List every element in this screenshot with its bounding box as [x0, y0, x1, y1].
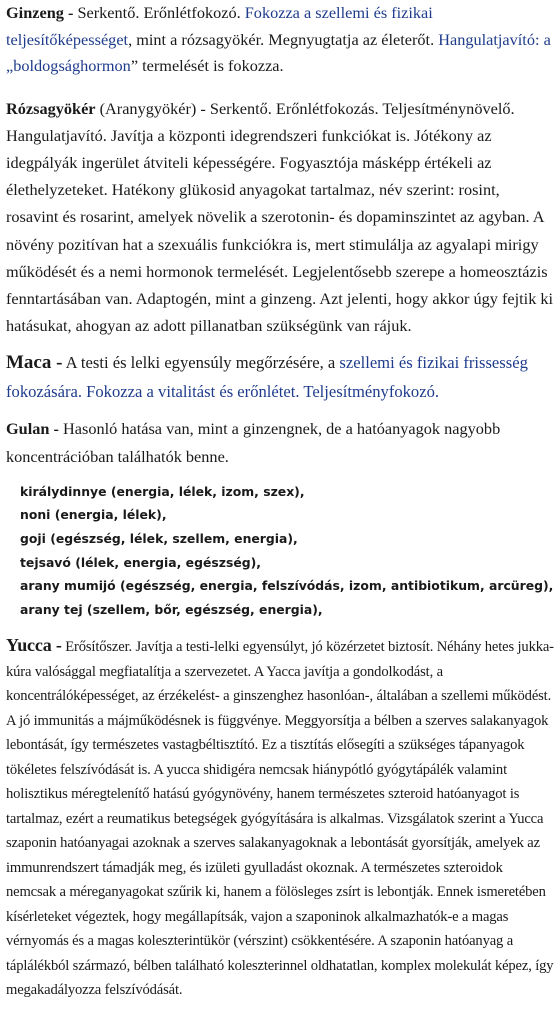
ginzeng-paragraph: [6, 0, 554, 80]
rozsagyoker-text: (Aranygyökér) - Serkentő. Erőnlétfokozás. Teljesítménynövelő. Hangulatjavító. Javítja a központi idegrendszeri funkciókat is. Jótékony az idegpályák ingerület átviteli képességére. Fogyasztója másképp értékeli az élethelyzeteket. Hatékony glükosid anyagokat tartalmaz, név szerint: rosint, rosavint és rosarint, amelyek növelik a szerotonin- és dopaminszintet az agyban. A növény pozitívan hat a szexuális funkciókra is, mert stimulálja az agyalapi mirigy működését és a nemi hormonok termelését. Legjelentősebb szerepe a homeosztázis fenntartásában van. Adaptogén, mint a ginzeng. Azt jelenti, hogy akkor úgy fejtik ki hatásukat, ahogyan az adott pillanatban szükségünk van rájuk.: [6, 98, 554, 336]
ginzeng-highlight-1: Fokozza a szellemi és fizikai teljesítőképességet: [6, 3, 433, 49]
gulan-text: Hasonló hatása van, mint a ginzengnek, de a hatóanyagok nagyobb koncentrációban találhatók benne.: [6, 419, 501, 466]
list-item: tejsavó (lélek, energia, egészség),: [20, 554, 261, 570]
rozsagyoker-title: Rózsagyökér: [6, 98, 96, 118]
gulan-title: Gulan -: [6, 419, 59, 439]
ginzeng-text-2: , mint a rózsagyökér. Megnyugtatja az életerőt.: [128, 29, 439, 49]
maca-title: Maca -: [6, 352, 63, 374]
list-item: goji (egészség, lélek, szellem, energia),: [20, 530, 298, 546]
list-item: noni (energia, lélek),: [20, 507, 167, 523]
yucca-paragraph: [6, 633, 554, 1003]
maca-paragraph: [6, 349, 554, 406]
ginzeng-text-3: ” termelését is fokozza.: [130, 56, 284, 75]
maca-text: A testi és lelki egyensúly megőrzésére, a: [62, 353, 340, 373]
list-item: arany mumijó (egészség, energia, felszívódás, izom, antibiotikum, arcüreg),: [20, 578, 554, 594]
ginzeng-highlight-2: Hangulatjavító: a „boldogsághormon: [6, 29, 551, 75]
list-item: királydinnye (energia, lélek, izom, szex),: [20, 483, 305, 499]
maca-highlight: szellemi és fizikai frissesség fokozására. Fokozza a vitalitást és erőnlétet. Teljesítményfokozó.: [6, 353, 528, 401]
yucca-text: Erősítőszer. Javítja a testi-lelki egyensúlyt, jó közérzetet biztosít. Néhány hetes jukka-kúra valósággal megfiatalítja a szervezetet. A Yacca javítja a gondolkodást, a koncentrálóképességet, az érzékelést- a ginszenghez hasonlóan-, általában a szellemi működést. A jó immunitás a májműködésnek is függvénye. Meggyorsítja a bélben a szerves salakanyagok lebontását, így természetes vastagbéltisztító. Ez a tisztítás elősegíti a szükséges tápanyagok tökéletes felszívódását is. A yucca shidigéra nemcsak hiánypótló gyógytápálék valamint holisztikus méregtelenítő hatású gyógynövény, hanem természetes szteroid hatóanyagot is tartalmaz, ezért a reumatikus betegségek gyógyítására is alkalmas. Vizsgálatok szerint a Yucca szaponin hatóanyagai azoknak a szerves salakanyagoknak a lebontását gyorsítják, amelyek az immunrendszert támadják meg, és izületi gyulladást okoznak. A természetes szteroidok nemcsak a méreganyagokat szűrik ki, hanem a fölösleges zsírt is lebontják. Ennek ismeretében kísérleteket végeztek, hogy megállapítsák, vajon a szaponinok alkalmazhatók-e a magas vérnyomás és a magas koleszterintükör (vérszint) csökkentésére. A szaponin hatóanyag a táplálékból származó, bélben található koleszterinnel oldhatatlan, komplex molekulát képez, így megakadályozza felszívódását.: [6, 639, 554, 999]
gulan-paragraph: [6, 415, 554, 469]
ginzeng-text-1: Serkentő. Erőnlétfokozó.: [73, 3, 245, 22]
product-list: [20, 480, 554, 622]
ginzeng-title: Ginzeng -: [6, 3, 74, 22]
list-item: arany tej (szellem, bőr, egészség, energia),: [20, 601, 323, 617]
rozsagyoker-paragraph: [6, 95, 554, 340]
yucca-title: Yucca -: [6, 635, 62, 656]
